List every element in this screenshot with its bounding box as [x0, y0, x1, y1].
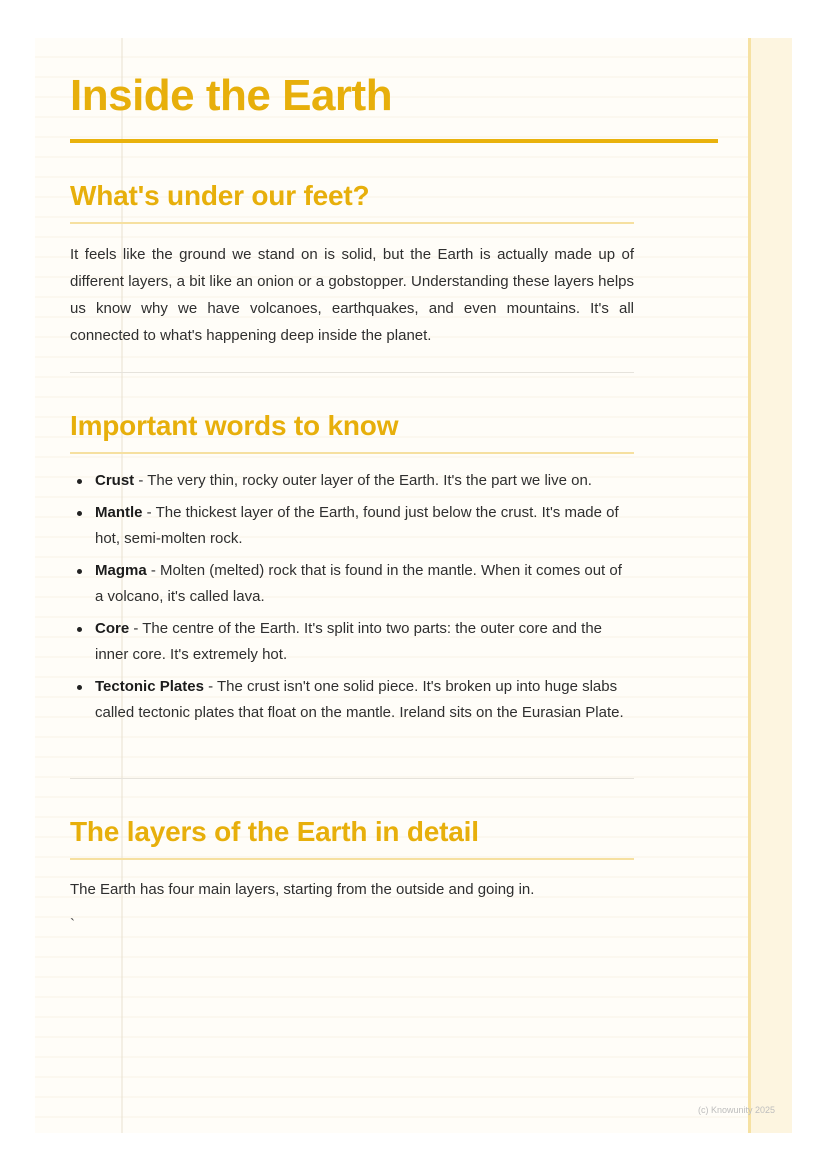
list-item-mantle: [70, 500, 634, 552]
copyright-footer: (c) Knowunity 2025: [697, 1105, 775, 1115]
list-item-crust: [70, 468, 634, 494]
bullet-icon: [77, 511, 82, 516]
term-label: Crust: [95, 472, 135, 489]
term-definition: - Molten (melted) rock that is found in the mantle. When it comes out of a volcano, it's called lava.: [95, 562, 622, 605]
term-label: Magma: [95, 562, 147, 579]
term-label: Mantle: [95, 504, 143, 521]
bullet-icon: [77, 479, 82, 484]
list-item-magma: [70, 558, 634, 610]
section-layers-detail: [70, 814, 634, 935]
section-heading: What's under our feet?: [70, 180, 370, 211]
bullet-icon: [77, 569, 82, 574]
vocabulary-list: [70, 468, 634, 726]
term-definition: - The thickest layer of the Earth, found just below the crust. It's made of hot, semi-molten rock.: [95, 504, 619, 547]
section-heading: The layers of the Earth in detail: [70, 816, 479, 847]
section-heading-underline: [70, 452, 634, 454]
section-important-words: [70, 408, 634, 732]
section-heading-underline: [70, 858, 634, 860]
section-divider: [70, 778, 634, 779]
term-definition: - The very thin, rocky outer layer of the Earth. It's the part we live on.: [134, 472, 592, 489]
bullet-icon: [77, 685, 82, 690]
section-heading: Important words to know: [70, 410, 399, 441]
title-underline: [70, 139, 718, 143]
list-item-core: [70, 616, 634, 668]
list-item-tectonic-plates: [70, 674, 634, 726]
section-divider: [70, 372, 634, 373]
side-margin-strip: [748, 38, 792, 1133]
stray-backtick: `: [70, 916, 75, 933]
section-under-our-feet: [70, 178, 634, 349]
section-paragraph: The Earth has four main layers, starting from the outside and going in.: [70, 881, 535, 898]
term-label: Tectonic Plates: [95, 678, 204, 695]
term-label: Core: [95, 620, 130, 637]
term-definition: - The centre of the Earth. It's split into two parts: the outer core and the inner core. It's extremely hot.: [95, 620, 603, 663]
section-paragraph: It feels like the ground we stand on is solid, but the Earth is actually made up of different layers, a bit like an onion or a gobstopper. Understanding these layers helps us know why we have volcanoes, earthquakes, and even mountains. It's all connected to what's happening deep inside the planet.: [70, 246, 634, 344]
page-title: Inside the Earth: [70, 71, 393, 120]
bullet-icon: [77, 627, 82, 632]
section-heading-underline: [70, 222, 634, 224]
document-page: [35, 38, 792, 1133]
term-definition: - The crust isn't one solid piece. It's broken up into huge slabs called tectonic plates that float on the mantle. Ireland sits on the Eurasian Plate.: [95, 678, 624, 721]
